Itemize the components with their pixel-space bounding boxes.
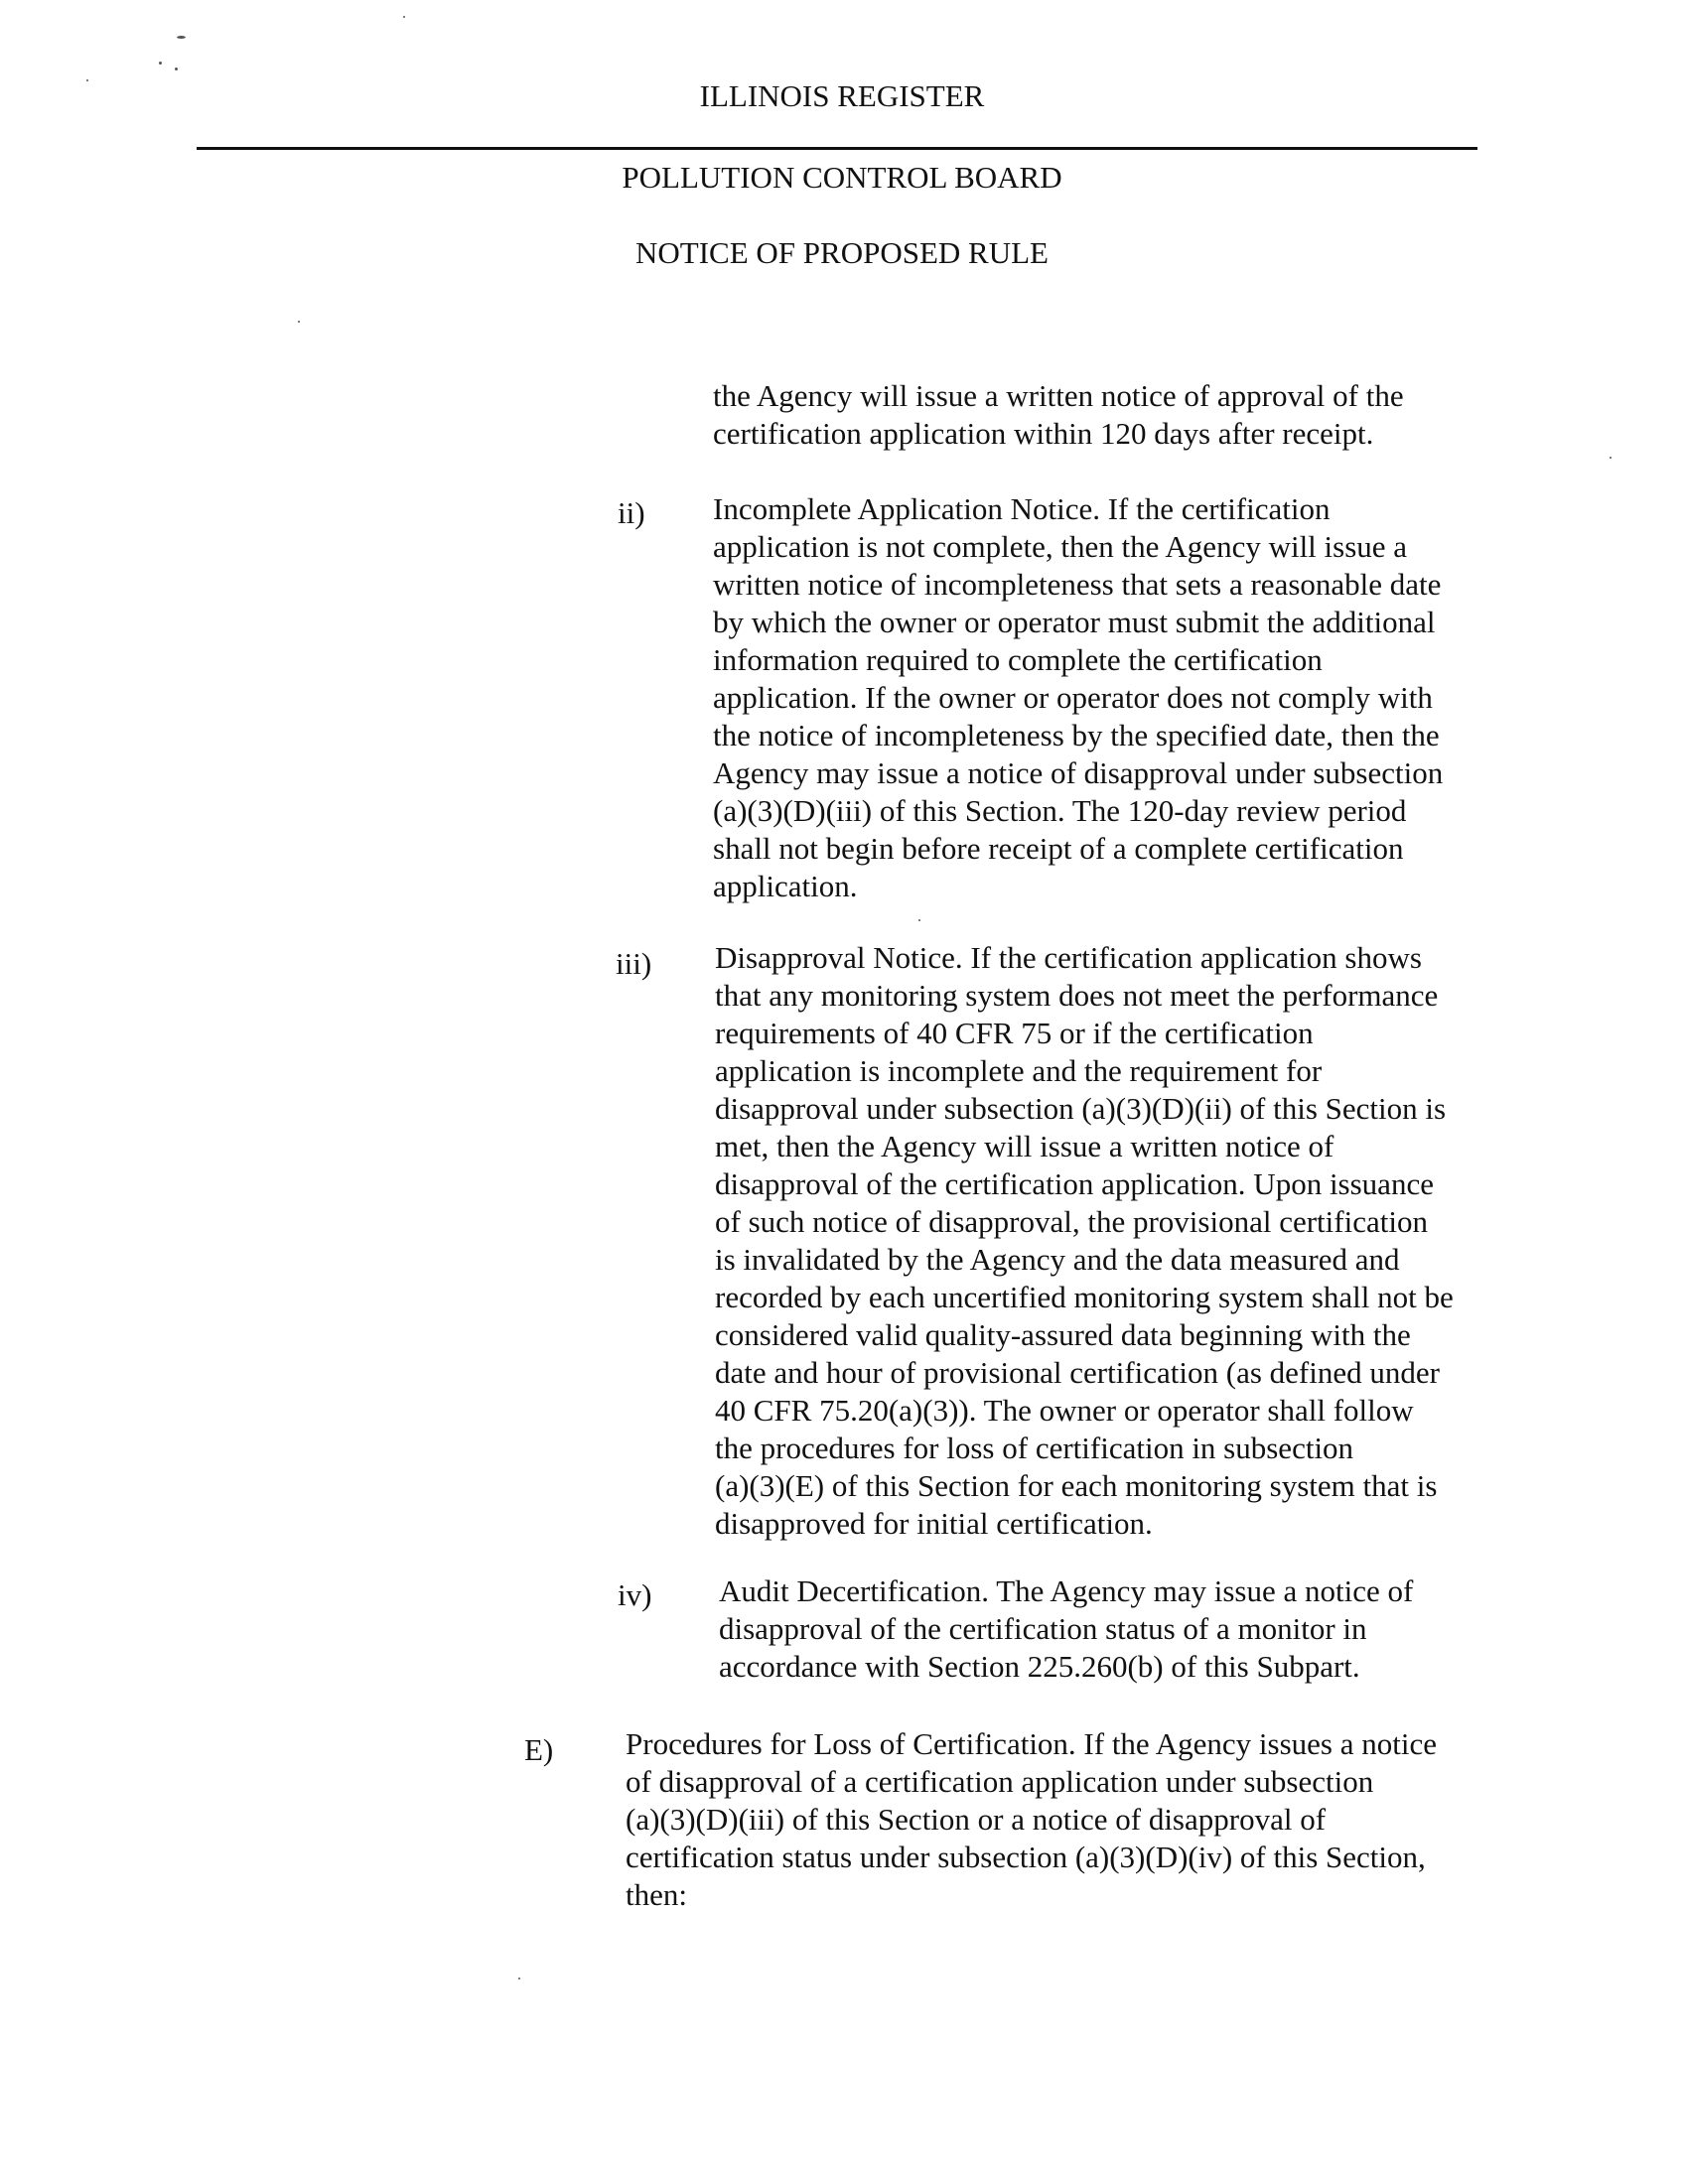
text-line: recorded by each uncertified monitoring system shall not be [715, 1280, 1454, 1314]
text-line: disapproval under subsection (a)(3)(D)(ii) of this Section is [715, 1091, 1447, 1126]
text-line: then: [626, 1877, 687, 1912]
text-line: application is not complete, then the Agency will issue a [713, 529, 1408, 564]
text-line: application is incomplete and the requirement for [715, 1053, 1323, 1088]
text-line: the notice of incompleteness by the specified date, then the [713, 718, 1440, 752]
scan-speck [403, 16, 405, 18]
text-line: application. If the owner or operator does not comply with [713, 680, 1433, 715]
text-line: written notice of incompleteness that sets a reasonable date [713, 567, 1442, 602]
scan-speck [298, 321, 300, 323]
text-line: of disapproval of a certification application under subsection [626, 1764, 1374, 1799]
text-line: requirements of 40 CFR 75 or if the certification [715, 1016, 1314, 1050]
scan-speck [1610, 457, 1612, 459]
item-marker-iii: iii) [616, 946, 652, 981]
text-line: the procedures for loss of certification in subsection [715, 1431, 1354, 1465]
text-line: certification application within 120 days after receipt. [713, 416, 1374, 451]
text-line: shall not begin before receipt of a complete certification [713, 831, 1404, 866]
text-line: by which the owner or operator must submit the additional [713, 605, 1436, 639]
item-paragraph-ii [713, 490, 1443, 905]
text-line: considered valid quality-assured data beginning with the [715, 1317, 1411, 1352]
scan-speck [518, 1978, 520, 1979]
text-line: is invalidated by the Agency and the data measured and [715, 1242, 1400, 1277]
text-line: Audit Decertification. The Agency may issue a notice of [719, 1573, 1414, 1608]
text-line: (a)(3)(D)(iii) of this Section. The 120-day review period [713, 793, 1407, 828]
text-line: accordance with Section 225.260(b) of this Subpart. [719, 1649, 1360, 1684]
text-line: application. [713, 869, 858, 903]
section-paragraph-e [626, 1725, 1437, 1914]
item-marker-ii: ii) [618, 495, 645, 530]
text-line: Disapproval Notice. If the certification application shows [715, 940, 1422, 975]
scan-speck [159, 62, 162, 65]
scan-speck [918, 919, 920, 921]
text-line: (a)(3)(E) of this Section for each monitoring system that is [715, 1468, 1438, 1503]
text-line: 40 CFR 75.20(a)(3)). The owner or operator shall follow [715, 1393, 1414, 1428]
text-line: of such notice of disapproval, the provisional certification [715, 1204, 1428, 1239]
text-line: (a)(3)(D)(iii) of this Section or a notice of disapproval of [626, 1802, 1327, 1837]
item-paragraph-iv [719, 1572, 1413, 1686]
section-marker-e: E) [524, 1732, 554, 1767]
intro-paragraph [713, 377, 1404, 453]
text-line: disapproved for initial certification. [715, 1506, 1153, 1541]
text-line: Agency may issue a notice of disapproval under subsection [713, 755, 1444, 790]
text-line: Procedures for Loss of Certification. If the Agency issues a notice [626, 1726, 1437, 1761]
text-line: the Agency will issue a written notice of approval of the [713, 378, 1404, 413]
text-line: disapproval of the certification application. Upon issuance [715, 1166, 1434, 1201]
text-line: met, then the Agency will issue a written notice of [715, 1129, 1334, 1163]
item-marker-iv: iv) [618, 1577, 652, 1612]
header-rule [197, 147, 1477, 150]
item-paragraph-iii [715, 939, 1454, 1543]
scan-speck [177, 36, 186, 39]
text-line: date and hour of provisional certification (as defined under [715, 1355, 1440, 1390]
scan-speck [175, 68, 178, 70]
text-line: that any monitoring system does not meet the performance [715, 978, 1439, 1013]
board-title: POLLUTION CONTROL BOARD [622, 160, 1062, 195]
text-line: information required to complete the certification [713, 642, 1323, 677]
register-title: ILLINOIS REGISTER [699, 78, 985, 113]
notice-title: NOTICE OF PROPOSED RULE [635, 235, 1049, 270]
text-line: disapproval of the certification status of a monitor in [719, 1611, 1367, 1646]
text-line: Incomplete Application Notice. If the certification [713, 491, 1331, 526]
text-line: certification status under subsection (a)(3)(D)(iv) of this Section, [626, 1840, 1426, 1874]
